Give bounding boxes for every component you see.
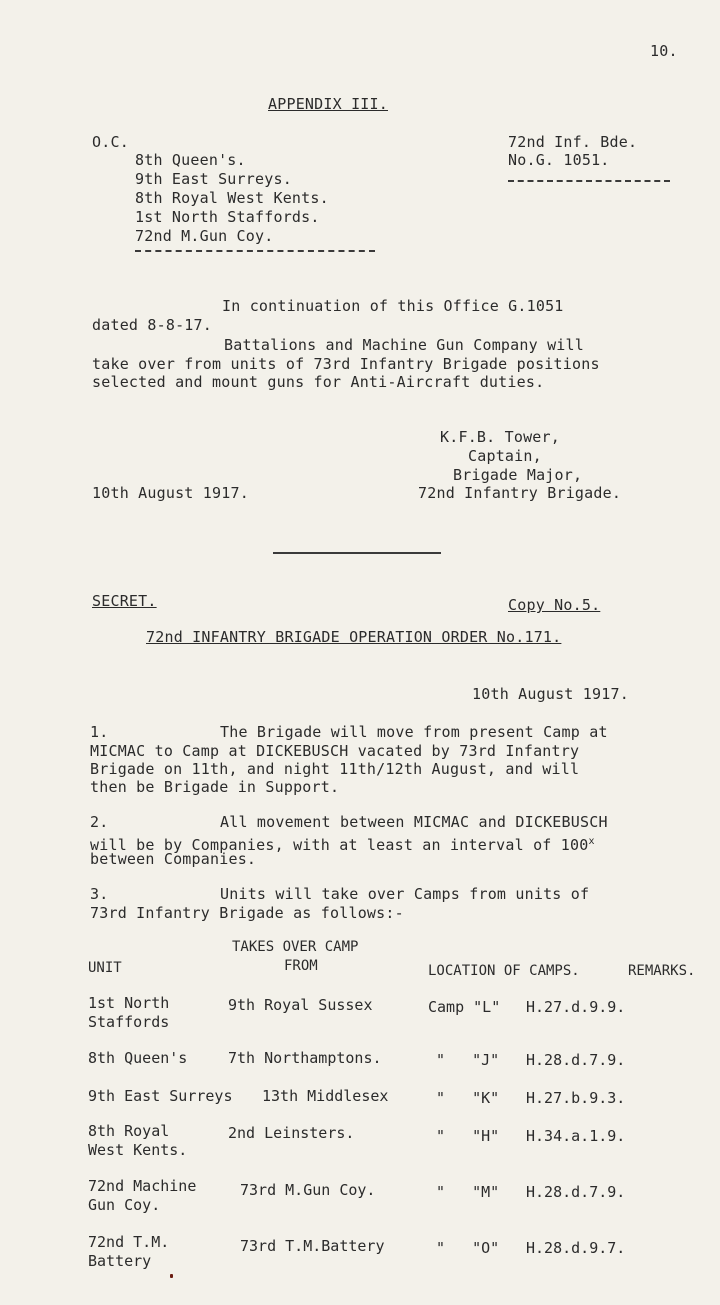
from-cell: 2nd Leinsters. xyxy=(228,1124,355,1142)
ref-cell: H.34.a.1.9. xyxy=(526,1127,626,1145)
unit-cell: 8th Queen's xyxy=(88,1049,188,1067)
ref-cell: H.27.d.9.9. xyxy=(526,998,626,1016)
page-number: 10. xyxy=(650,42,678,60)
ref-cell: H.28.d.7.9. xyxy=(526,1183,626,1201)
unit-cell: Battery xyxy=(88,1252,152,1270)
classification: SECRET. xyxy=(92,592,157,610)
header-from: FROM xyxy=(284,958,318,974)
memo-date: 10th August 1917. xyxy=(92,484,249,502)
unit-cell: 72nd Machine xyxy=(88,1177,197,1195)
header-location: LOCATION OF CAMPS. xyxy=(428,963,580,979)
camp-cell: " "J" xyxy=(436,1051,500,1069)
memo-body-line: In continuation of this Office G.1051 xyxy=(222,297,564,315)
from-cell: 9th Royal Sussex xyxy=(228,996,373,1014)
order-text-line: All movement between MICMAC and DICKEBUSCH xyxy=(220,813,608,831)
signatory-name: K.F.B. Tower, xyxy=(440,428,560,446)
signatory-rank: Captain, xyxy=(468,447,542,465)
camp-cell: " "K" xyxy=(436,1089,500,1107)
paragraph-number: 1. xyxy=(90,723,109,741)
unit-cell: 8th Royal xyxy=(88,1122,170,1140)
ref-cell: H.27.b.9.3. xyxy=(526,1089,626,1107)
order-text-line: then be Brigade in Support. xyxy=(90,778,340,796)
recipient-line: 72nd M.Gun Coy. xyxy=(135,227,274,245)
ref-cell: H.28.d.9.7. xyxy=(526,1239,626,1257)
from-cell: 7th Northamptons. xyxy=(228,1049,382,1067)
unit-cell: 1st North xyxy=(88,994,170,1012)
camp-cell: " "O" xyxy=(436,1239,500,1257)
order-text-line: will be by Companies, with at least an interval of 100$^x$ xyxy=(90,836,595,854)
order-title: 72nd INFANTRY BRIGADE OPERATION ORDER No.171. xyxy=(146,628,562,646)
memo-body-line: selected and mount guns for Anti-Aircraft duties. xyxy=(92,373,545,391)
header-takes-over: TAKES OVER CAMP xyxy=(232,939,359,955)
recipient-line: 8th Queen's. xyxy=(135,151,246,169)
unit-cell: 72nd T.M. xyxy=(88,1233,170,1251)
from-cell: 73rd M.Gun Coy. xyxy=(240,1181,376,1199)
superscript-x: x xyxy=(588,836,595,847)
header-remarks: REMARKS. xyxy=(628,963,696,979)
memo-addressee: O.C. xyxy=(92,133,129,151)
recipient-line: 1st North Staffords. xyxy=(135,208,320,226)
paragraph-number: 3. xyxy=(90,885,109,903)
unit-cell: West Kents. xyxy=(88,1141,188,1159)
order-text-line: between Companies. xyxy=(90,850,257,868)
memo-ref-line: 72nd Inf. Bde. xyxy=(508,133,638,151)
recipient-line: 8th Royal West Kents. xyxy=(135,189,329,207)
memo-body-line: dated 8-8-17. xyxy=(92,316,212,334)
signatory-role: Brigade Major, xyxy=(453,466,583,484)
camp-cell: " "M" xyxy=(436,1183,500,1201)
order-date: 10th August 1917. xyxy=(472,685,629,703)
signatory-unit: 72nd Infantry Brigade. xyxy=(418,484,622,502)
copy-number: Copy No.5. xyxy=(508,596,601,614)
memo-body-line: Battalions and Machine Gun Company will xyxy=(224,336,584,354)
order-text-line: Units will take over Camps from units of xyxy=(220,885,590,903)
section-divider xyxy=(273,552,441,554)
recipients-rule xyxy=(135,250,375,252)
appendix-title: APPENDIX III. xyxy=(268,95,388,113)
recipient-line: 9th East Surreys. xyxy=(135,170,292,188)
camp-cell: Camp "L" xyxy=(428,998,501,1016)
order-text-line: Brigade on 11th, and night 11th/12th August, and will xyxy=(90,760,580,778)
ink-speck xyxy=(170,1274,173,1278)
camp-cell: " "H" xyxy=(436,1127,500,1145)
paragraph-number: 2. xyxy=(90,813,109,831)
header-unit: UNIT xyxy=(88,960,122,976)
memo-ref-line: No.G. 1051. xyxy=(508,151,610,169)
memo-body-line: take over from units of 73rd Infantry Brigade positions xyxy=(92,355,600,373)
order-text-line: 73rd Infantry Brigade as follows:- xyxy=(90,904,404,922)
order-text-line: MICMAC to Camp at DICKEBUSCH vacated by 73rd Infantry xyxy=(90,742,580,760)
unit-cell: Staffords xyxy=(88,1013,170,1031)
order-text-line: The Brigade will move from present Camp at xyxy=(220,723,608,741)
from-cell: 13th Middlesex xyxy=(262,1087,389,1105)
unit-cell: Gun Coy. xyxy=(88,1196,161,1214)
from-cell: 73rd T.M.Battery xyxy=(240,1237,385,1255)
ref-cell: H.28.d.7.9. xyxy=(526,1051,626,1069)
ref-rule xyxy=(508,180,670,182)
unit-cell: 9th East Surreys xyxy=(88,1087,233,1105)
